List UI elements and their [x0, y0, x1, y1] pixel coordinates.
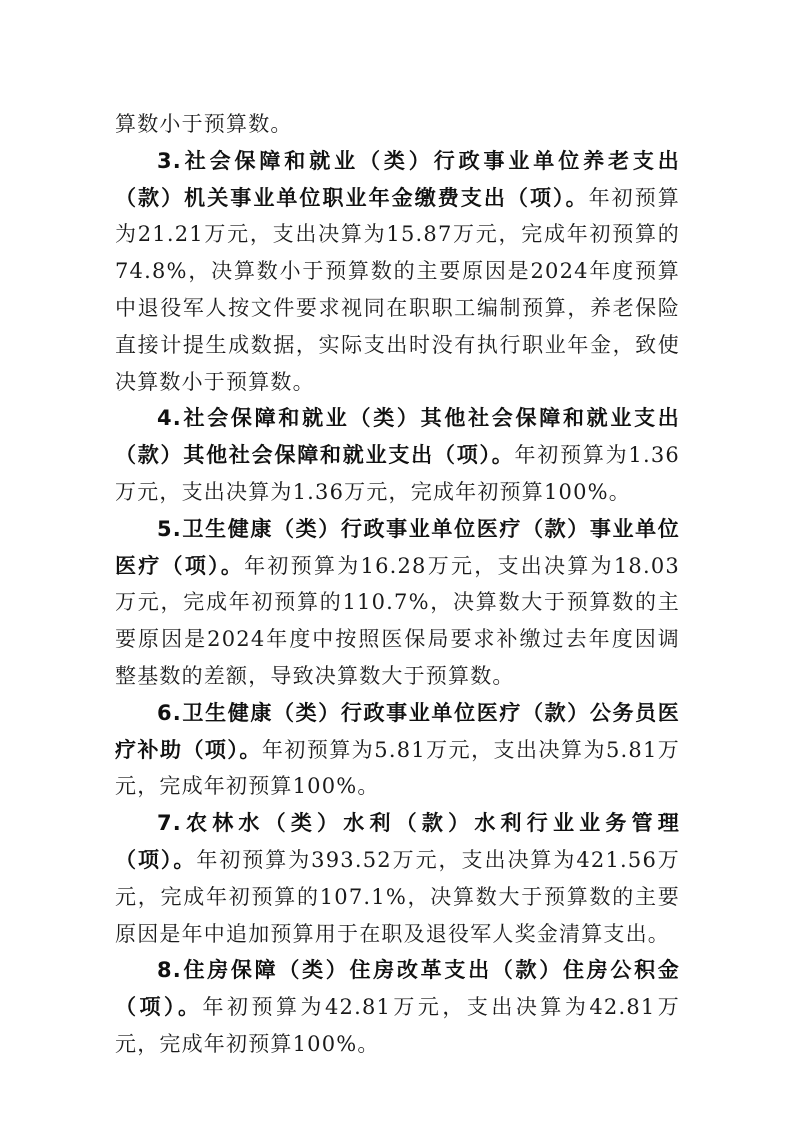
item-body-6: 年初预算为5.81万元，支出决算为5.81万元，完成年初预算100%。 — [115, 737, 680, 799]
item-body-4: 年初预算为1.36万元，支出决算为1.36万元，完成年初预算100%。 — [115, 443, 680, 504]
item-paragraph-7 — [115, 805, 680, 952]
item-heading-6: 6.卫生健康（类）行政事业单位医疗（款）公务员医疗补助（项）。 — [115, 700, 680, 762]
item-body-5: 年初预算为16.28万元，支出决算为18.03万元，完成年初预算的110.7%，决算数大于预算数的主要原因是2024年度中按照医保局要求补缴过去年度因调整基数的差额，导致决算数大于预算数。 — [115, 553, 680, 688]
item-body-3: 年初预算为21.21万元，支出决算为15.87万元，完成年初预算的74.8%，决算数小于预算数的主要原因是2024年度预算中退役军人按文件要求视同在职职工编制预算，养老保险直接计提生成数据，实际支出时没有执行职业年金，致使决算数小于预算数。 — [115, 185, 680, 394]
document-body — [115, 106, 680, 1063]
item-paragraph-4 — [115, 400, 680, 510]
opening-line-text: 算数小于预算数。 — [115, 112, 293, 136]
opening-line — [115, 106, 680, 143]
item-body-8: 年初预算为42.81万元，支出决算为42.81万元，完成年初预算100%。 — [115, 995, 680, 1056]
item-paragraph-5 — [115, 511, 680, 695]
item-body-7: 年初预算为393.52万元，支出决算为421.56万元，完成年初预算的107.1%，决算数大于预算数的主要原因是年中追加预算用于在职及退役军人奖金清算支出。 — [115, 847, 680, 946]
item-heading-4: 4.社会保障和就业（类）其他社会保障和就业支出（款）其他社会保障和就业支出（项）。 — [115, 406, 680, 468]
item-heading-5: 5.卫生健康（类）行政事业单位医疗（款）事业单位医疗（项）。 — [115, 516, 680, 578]
item-paragraph-6 — [115, 695, 680, 805]
item-heading-3: 3.社会保障和就业（类）行政事业单位养老支出（款）机关事业单位职业年金缴费支出（项）。 — [115, 148, 680, 210]
item-paragraph-8 — [115, 952, 680, 1062]
item-heading-7: 7.农林水（类）水利（款）水利行业业务管理（项）。 — [115, 811, 680, 872]
item-heading-8: 8.住房保障（类）住房改革支出（款）住房公积金（项）。 — [115, 958, 680, 1020]
item-paragraph-3 — [115, 143, 680, 401]
